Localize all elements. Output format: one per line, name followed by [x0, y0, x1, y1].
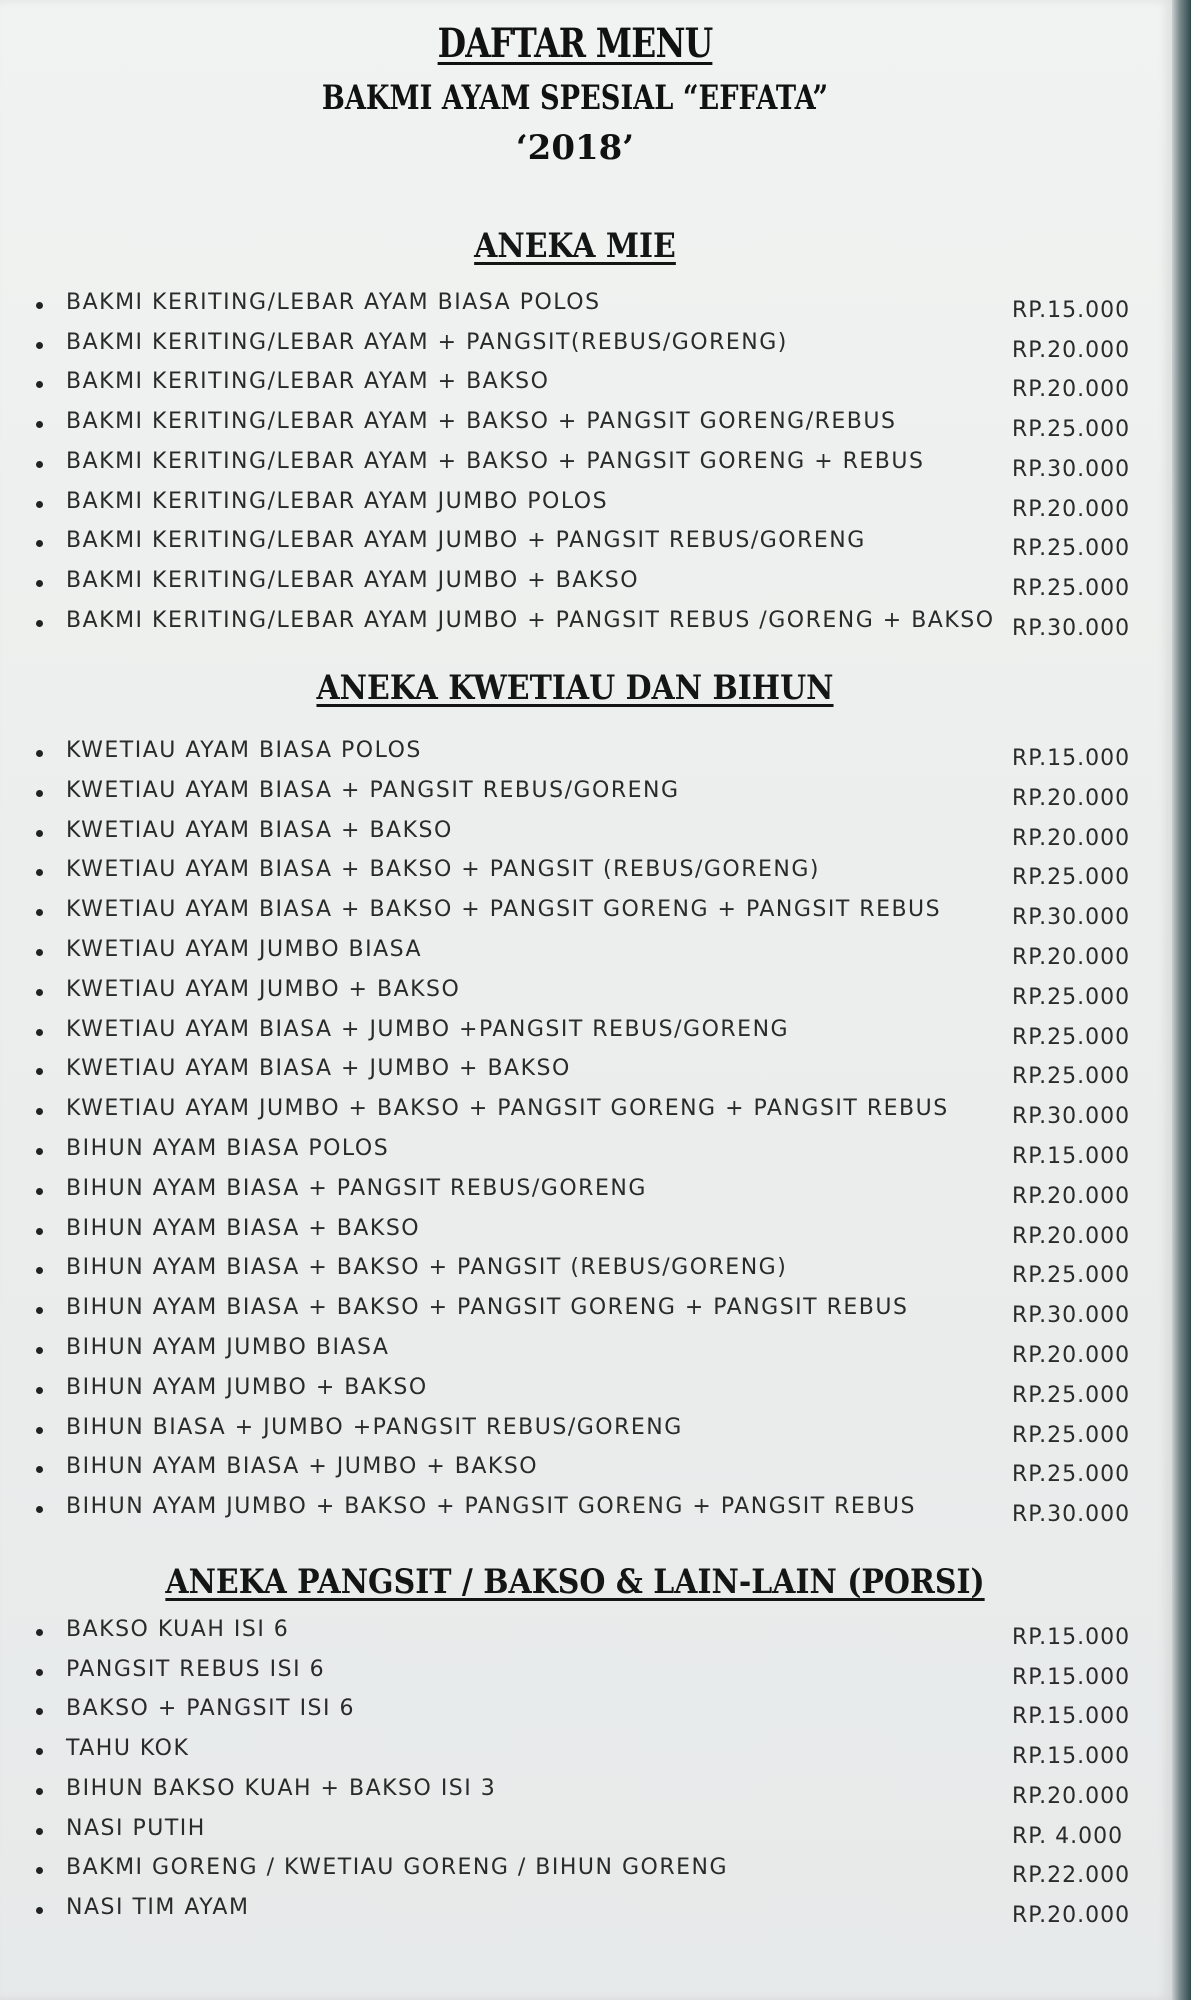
menu-item-price: RP.15.000: [1012, 1704, 1131, 1729]
menu-item: [0, 977, 1150, 1013]
bullet-icon: [36, 1307, 43, 1314]
menu-item-name: BAKMI KERITING/LEBAR AYAM + BAKSO: [66, 369, 550, 394]
menu-item-name: BIHUN BIASA + JUMBO +PANGSIT REBUS/GORENG: [66, 1415, 683, 1440]
bullet-icon: [36, 1629, 43, 1636]
restaurant-name: BAKMI AYAM SPESIAL “EFFATA”: [321, 78, 829, 118]
bullet-icon: [36, 909, 43, 916]
menu-item-name: BAKSO KUAH ISI 6: [66, 1617, 290, 1642]
menu-item: [0, 330, 1150, 366]
menu-item-price: RP.22.000: [1012, 1863, 1131, 1888]
menu-item-name: KWETIAU AYAM JUMBO + BAKSO: [66, 977, 461, 1002]
menu-item-price: RP.15.000: [1012, 298, 1131, 323]
menu-item: [0, 1216, 1150, 1252]
bullet-icon: [36, 302, 43, 309]
menu-item: [0, 1816, 1150, 1852]
menu-item-name: BIHUN AYAM BIASA + BAKSO: [66, 1216, 421, 1241]
menu-item-name: BIHUN AYAM BIASA + PANGSIT REBUS/GORENG: [66, 1176, 647, 1201]
menu-item: [0, 818, 1150, 854]
menu-item-price: RP.15.000: [1012, 1625, 1131, 1650]
menu-item: [0, 290, 1150, 326]
bullet-icon: [36, 1188, 43, 1195]
menu-item: [0, 1096, 1150, 1132]
bullet-icon: [36, 421, 43, 428]
menu-item: [0, 608, 1150, 644]
menu-item: [0, 1375, 1150, 1411]
bullet-icon: [36, 1669, 43, 1676]
menu-item-price: RP.25.000: [1012, 865, 1131, 890]
menu-item-price: RP.25.000: [1012, 1462, 1131, 1487]
menu-item: [0, 1696, 1150, 1732]
menu-item: [0, 449, 1150, 485]
section-title: ANEKA KWETIAU DAN BIHUN: [316, 668, 834, 708]
menu-item: [0, 409, 1150, 445]
menu-item: [0, 857, 1150, 893]
section-title: ANEKA PANGSIT / BAKSO & LAIN-LAIN (PORSI): [165, 1562, 985, 1602]
menu-item-name: BIHUN AYAM JUMBO BIASA: [66, 1335, 390, 1360]
menu-item: [0, 1776, 1150, 1812]
menu-item: [0, 1895, 1150, 1931]
bullet-icon: [36, 1907, 43, 1914]
menu-item-price: RP.20.000: [1012, 377, 1131, 402]
bullet-icon: [36, 1427, 43, 1434]
menu-item-name: KWETIAU AYAM BIASA + PANGSIT REBUS/GORENG: [66, 778, 680, 803]
menu-item-name: BIHUN AYAM BIASA + BAKSO + PANGSIT GORENG + PANGSIT REBUS: [66, 1295, 909, 1320]
menu-item-price: RP.25.000: [1012, 1423, 1131, 1448]
bullet-icon: [36, 989, 43, 996]
menu-item-name: BIHUN BAKSO KUAH + BAKSO ISI 3: [66, 1776, 497, 1801]
section-title: ANEKA MIE: [474, 226, 676, 266]
menu-item-price: RP.20.000: [1012, 945, 1131, 970]
menu-item-name: BIHUN AYAM BIASA POLOS: [66, 1136, 390, 1161]
menu-item-name: BIHUN AYAM JUMBO + BAKSO: [66, 1375, 428, 1400]
bullet-icon: [36, 869, 43, 876]
menu-item-price: RP.25.000: [1012, 1263, 1131, 1288]
bullet-icon: [36, 1708, 43, 1715]
menu-item-price: RP.30.000: [1012, 457, 1131, 482]
menu-item-price: RP.20.000: [1012, 1184, 1131, 1209]
menu-item: [0, 1017, 1150, 1053]
menu-item-price: RP. 4.000: [1012, 1824, 1124, 1849]
bullet-icon: [36, 1347, 43, 1354]
menu-item-price: RP.30.000: [1012, 1303, 1131, 1328]
menu-item: [0, 778, 1150, 814]
menu-item-name: KWETIAU AYAM BIASA + BAKSO: [66, 818, 453, 843]
bullet-icon: [36, 580, 43, 587]
menu-item-price: RP.30.000: [1012, 1104, 1131, 1129]
menu-item: [0, 568, 1150, 604]
menu-item: [0, 738, 1150, 774]
menu-item: [0, 1295, 1150, 1331]
bullet-icon: [36, 1788, 43, 1795]
bullet-icon: [36, 1387, 43, 1394]
menu-item-name: KWETIAU AYAM BIASA + JUMBO + BAKSO: [66, 1056, 571, 1081]
menu-item-price: RP.30.000: [1012, 905, 1131, 930]
menu-item: [0, 937, 1150, 973]
menu-item-price: RP.25.000: [1012, 536, 1131, 561]
menu-item: [0, 1136, 1150, 1172]
menu-item-price: RP.25.000: [1012, 1064, 1131, 1089]
menu-item: [0, 1176, 1150, 1212]
bullet-icon: [36, 1228, 43, 1235]
menu-item: [0, 897, 1150, 933]
menu-item-price: RP.20.000: [1012, 826, 1131, 851]
menu-year: ‘2018’: [515, 128, 635, 168]
menu-item-name: NASI TIM AYAM: [66, 1895, 250, 1920]
bullet-icon: [36, 1068, 43, 1075]
menu-item-price: RP.25.000: [1012, 1025, 1131, 1050]
bullet-icon: [36, 1506, 43, 1513]
menu-item-name: TAHU KOK: [66, 1736, 190, 1761]
bullet-icon: [36, 1148, 43, 1155]
menu-item-price: RP.20.000: [1012, 786, 1131, 811]
menu-item-name: BIHUN AYAM JUMBO + BAKSO + PANGSIT GORENG + PANGSIT REBUS: [66, 1494, 916, 1519]
menu-item: [0, 1454, 1150, 1490]
menu-item-price: RP.20.000: [1012, 1343, 1131, 1368]
bullet-icon: [36, 501, 43, 508]
menu-item-name: NASI PUTIH: [66, 1816, 206, 1841]
menu-item-price: RP.15.000: [1012, 1744, 1131, 1769]
menu-item-name: BAKMI KERITING/LEBAR AYAM + PANGSIT(REBUS/GORENG): [66, 330, 788, 355]
menu-item-name: KWETIAU AYAM BIASA + BAKSO + PANGSIT (REBUS/GORENG): [66, 857, 820, 882]
bullet-icon: [36, 342, 43, 349]
bullet-icon: [36, 461, 43, 468]
menu-item: [0, 1494, 1150, 1530]
menu-item-name: KWETIAU AYAM JUMBO + BAKSO + PANGSIT GORENG + PANGSIT REBUS: [66, 1096, 949, 1121]
menu-item-name: KWETIAU AYAM JUMBO BIASA: [66, 937, 423, 962]
bullet-icon: [36, 1466, 43, 1473]
bullet-icon: [36, 1029, 43, 1036]
menu-item: [0, 1855, 1150, 1891]
bullet-icon: [36, 1828, 43, 1835]
menu-item: [0, 369, 1150, 405]
bullet-icon: [36, 1748, 43, 1755]
bullet-icon: [36, 1867, 43, 1874]
menu-item-price: RP.15.000: [1012, 746, 1131, 771]
menu-item: [0, 1657, 1150, 1693]
menu-item: [0, 1335, 1150, 1371]
background-edge: [1172, 0, 1191, 2000]
menu-item: [0, 1415, 1150, 1451]
menu-item-price: RP.25.000: [1012, 985, 1131, 1010]
menu-item-price: RP.30.000: [1012, 1502, 1131, 1527]
menu-item-name: BAKMI KERITING/LEBAR AYAM BIASA POLOS: [66, 290, 601, 315]
menu-item-name: KWETIAU AYAM BIASA + BAKSO + PANGSIT GORENG + PANGSIT REBUS: [66, 897, 942, 922]
menu-item-price: RP.20.000: [1012, 338, 1131, 363]
menu-item-name: BIHUN AYAM BIASA + BAKSO + PANGSIT (REBUS/GORENG): [66, 1255, 788, 1280]
menu-item: [0, 489, 1150, 525]
bullet-icon: [36, 949, 43, 956]
bullet-icon: [36, 1108, 43, 1115]
menu-item: [0, 1617, 1150, 1653]
menu-title: DAFTAR MENU: [437, 20, 713, 67]
menu-item-price: RP.15.000: [1012, 1144, 1131, 1169]
menu-item-price: RP.20.000: [1012, 1784, 1131, 1809]
menu-item-price: RP.20.000: [1012, 1903, 1131, 1928]
menu-item-name: KWETIAU AYAM BIASA POLOS: [66, 738, 422, 763]
menu-item-name: KWETIAU AYAM BIASA + JUMBO +PANGSIT REBUS/GORENG: [66, 1017, 790, 1042]
menu-item-price: RP.25.000: [1012, 417, 1131, 442]
bullet-icon: [36, 540, 43, 547]
bullet-icon: [36, 620, 43, 627]
menu-item: [0, 1056, 1150, 1092]
menu-item-name: BAKSO + PANGSIT ISI 6: [66, 1696, 356, 1721]
bullet-icon: [36, 790, 43, 797]
menu-item-name: BAKMI KERITING/LEBAR AYAM JUMBO + PANGSIT REBUS/GORENG: [66, 528, 866, 553]
menu-item: [0, 528, 1150, 564]
bullet-icon: [36, 381, 43, 388]
bullet-icon: [36, 830, 43, 837]
menu-item-name: PANGSIT REBUS ISI 6: [66, 1657, 326, 1682]
menu-item-price: RP.25.000: [1012, 576, 1131, 601]
menu-item-name: BIHUN AYAM BIASA + JUMBO + BAKSO: [66, 1454, 539, 1479]
menu-item-price: RP.25.000: [1012, 1383, 1131, 1408]
menu-item-price: RP.30.000: [1012, 616, 1131, 641]
menu-item-name: BAKMI GORENG / KWETIAU GORENG / BIHUN GORENG: [66, 1855, 729, 1880]
menu-item-name: BAKMI KERITING/LEBAR AYAM + BAKSO + PANGSIT GORENG/REBUS: [66, 409, 897, 434]
bullet-icon: [36, 1267, 43, 1274]
menu-item-name: BAKMI KERITING/LEBAR AYAM JUMBO + BAKSO: [66, 568, 640, 593]
menu-item-name: BAKMI KERITING/LEBAR AYAM JUMBO POLOS: [66, 489, 609, 514]
menu-item: [0, 1255, 1150, 1291]
menu-item-price: RP.20.000: [1012, 1224, 1131, 1249]
menu-item-price: RP.20.000: [1012, 497, 1131, 522]
menu-item-name: BAKMI KERITING/LEBAR AYAM + BAKSO + PANGSIT GORENG + REBUS: [66, 449, 925, 474]
menu-item: [0, 1736, 1150, 1772]
menu-item-price: RP.15.000: [1012, 1665, 1131, 1690]
menu-item-name: BAKMI KERITING/LEBAR AYAM JUMBO + PANGSIT REBUS /GORENG + BAKSO: [66, 608, 995, 633]
bullet-icon: [36, 750, 43, 757]
